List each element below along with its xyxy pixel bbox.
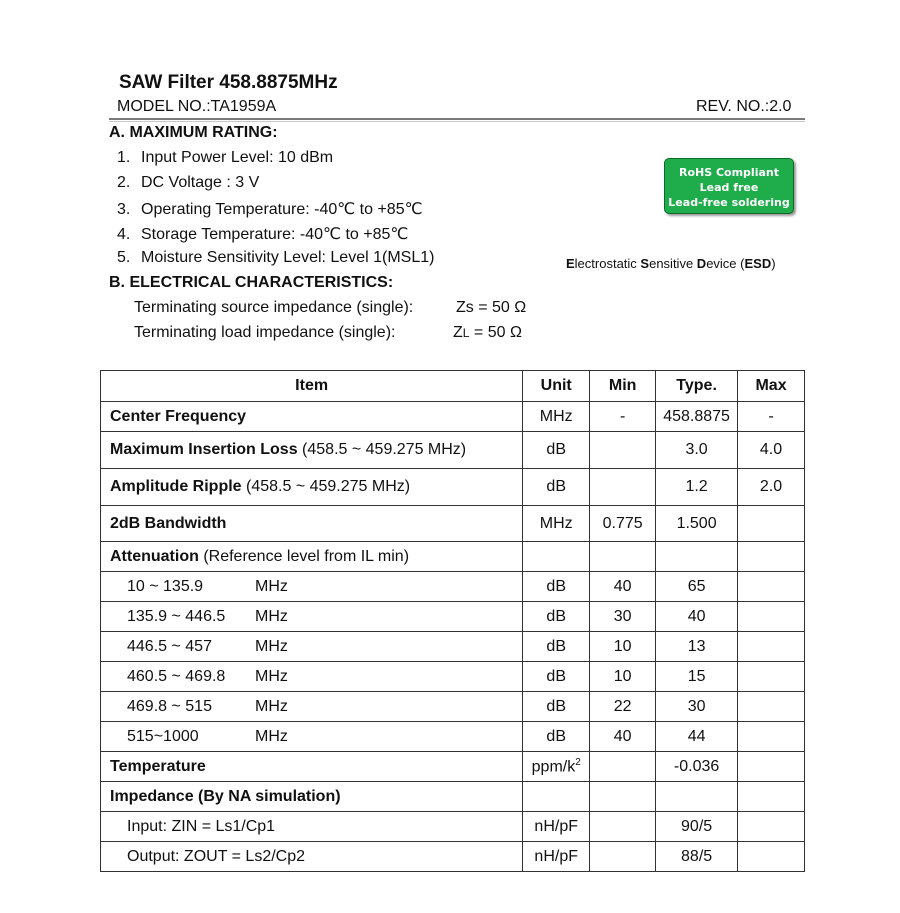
cell-unit-sup: 2 xyxy=(575,756,581,768)
rating-item-number: 2. xyxy=(117,174,131,191)
cell-unit: dB xyxy=(523,602,590,632)
cell-item-rest: (Reference level from IL min) xyxy=(198,547,410,565)
rohs-badge-line: Lead-free soldering xyxy=(668,196,790,209)
header-divider xyxy=(109,118,805,120)
cell-unit: dB xyxy=(523,722,590,752)
table-row xyxy=(101,542,805,572)
cell-unit: dB xyxy=(523,572,590,602)
cell-item: Output: ZOUT = Ls2/Cp2 xyxy=(101,842,523,872)
rating-item-text: DC Voltage : 3 V xyxy=(141,174,260,191)
esd-abbr: ESD xyxy=(744,256,772,271)
header-unit: Unit xyxy=(523,371,590,402)
header-typ: Type. xyxy=(656,371,738,402)
cell-min xyxy=(590,752,656,782)
rating-item xyxy=(117,249,434,267)
cell-item xyxy=(101,692,523,722)
atten-range-unit: MHz xyxy=(255,577,288,595)
cell-max xyxy=(738,692,805,722)
table-header-row xyxy=(101,371,805,402)
cell-unit xyxy=(523,752,590,782)
cell-typ: 3.0 xyxy=(656,432,738,469)
atten-range-unit: MHz xyxy=(255,667,288,685)
cell-item xyxy=(101,432,523,469)
rohs-badge-line: RoHS Compliant xyxy=(678,166,779,179)
atten-range: 10 ~ 135.9 xyxy=(127,577,204,595)
cell-item: Impedance (By NA simulation) xyxy=(101,782,523,812)
cell-item: 2dB Bandwidth xyxy=(101,506,523,542)
source-impedance-value: Zs = 50 Ω xyxy=(456,299,527,316)
spec-table xyxy=(100,370,805,872)
rohs-badge xyxy=(664,158,794,214)
cell-typ: 458.8875 xyxy=(656,402,738,432)
esd-letter: D xyxy=(696,256,707,271)
cell-min: 40 xyxy=(590,722,656,752)
cell-item-bold: Maximum Insertion Loss xyxy=(110,441,298,458)
rating-item xyxy=(117,199,423,219)
esd-text: evice ( xyxy=(706,256,745,271)
cell-item xyxy=(101,722,523,752)
cell-item xyxy=(101,662,523,692)
cell-typ: 30 xyxy=(656,692,738,722)
atten-range: 460.5 ~ 469.8 xyxy=(127,667,226,685)
cell-max xyxy=(738,572,805,602)
cell-max xyxy=(738,722,805,752)
rating-item-text: Storage Temperature: -40℃ to +85℃ xyxy=(141,226,409,243)
cell-unit xyxy=(523,782,590,812)
rating-item-number: 4. xyxy=(117,226,131,243)
cell-item: Center Frequency xyxy=(101,402,523,432)
cell-item xyxy=(101,602,523,632)
cell-min: 40 xyxy=(590,572,656,602)
esd-notice xyxy=(566,256,776,271)
cell-unit-text: ppm/k xyxy=(531,758,576,776)
cell-unit: nH/pF xyxy=(523,812,590,842)
cell-item: Temperature xyxy=(101,752,523,782)
load-sub: L xyxy=(462,326,470,340)
table-row xyxy=(101,632,805,662)
rating-item xyxy=(117,149,333,167)
header-divider-shadow xyxy=(109,121,805,122)
cell-unit: dB xyxy=(523,662,590,692)
cell-max xyxy=(738,632,805,662)
esd-text: ) xyxy=(771,256,776,271)
cell-typ: 90/5 xyxy=(656,812,738,842)
cell-item xyxy=(101,632,523,662)
rating-item-number: 3. xyxy=(117,201,131,218)
cell-min: 10 xyxy=(590,632,656,662)
cell-min xyxy=(590,469,656,506)
cell-min: 22 xyxy=(590,692,656,722)
rating-item-text: Input Power Level: 10 dBm xyxy=(141,149,334,166)
table-row xyxy=(101,662,805,692)
atten-range-unit: MHz xyxy=(255,727,288,745)
cell-unit xyxy=(523,542,590,572)
cell-typ: 65 xyxy=(656,572,738,602)
cell-min xyxy=(590,542,656,572)
cell-max: - xyxy=(738,402,805,432)
cell-item-bold: Amplitude Ripple xyxy=(110,478,242,495)
cell-unit: dB xyxy=(523,432,590,469)
document-title: SAW Filter 458.8875MHz xyxy=(119,72,338,93)
rating-item-number: 1. xyxy=(117,149,131,166)
rating-item-text: Operating Temperature: -40℃ to +85℃ xyxy=(141,201,423,218)
atten-range: 135.9 ~ 446.5 xyxy=(127,607,226,625)
atten-range-unit: MHz xyxy=(255,697,288,715)
esd-letter: E xyxy=(566,256,575,271)
table-row xyxy=(101,842,805,872)
table-row xyxy=(101,722,805,752)
atten-range-unit: MHz xyxy=(255,607,288,625)
cell-typ: 13 xyxy=(656,632,738,662)
cell-typ: 40 xyxy=(656,602,738,632)
cell-typ: -0.036 xyxy=(656,752,738,782)
header-max: Max xyxy=(738,371,805,402)
cell-max xyxy=(738,842,805,872)
atten-range: 469.8 ~ 515 xyxy=(127,697,212,715)
section-a-heading: A. MAXIMUM RATING: xyxy=(109,124,278,141)
cell-unit: MHz xyxy=(523,402,590,432)
esd-text: lectrostatic xyxy=(574,256,641,271)
cell-unit: dB xyxy=(523,632,590,662)
table-row xyxy=(101,602,805,632)
cell-min: 10 xyxy=(590,662,656,692)
table-row xyxy=(101,402,805,432)
atten-range: 515~1000 xyxy=(127,727,199,745)
cell-min xyxy=(590,432,656,469)
load-impedance-value xyxy=(453,324,522,342)
atten-range-unit: MHz xyxy=(255,637,288,655)
cell-unit: dB xyxy=(523,692,590,722)
cell-unit: MHz xyxy=(523,506,590,542)
rating-item xyxy=(117,224,408,244)
revision-number: REV. NO.:2.0 xyxy=(696,98,792,115)
cell-item-rest: (458.5 ~ 459.275 MHz) xyxy=(241,478,411,495)
cell-item-bold: Attenuation xyxy=(110,547,199,565)
table-row xyxy=(101,469,805,506)
table-row xyxy=(101,752,805,782)
cell-unit: nH/pF xyxy=(523,842,590,872)
rating-item xyxy=(117,174,259,192)
cell-typ: 15 xyxy=(656,662,738,692)
esd-text: ensitive xyxy=(649,256,697,271)
source-impedance-label: Terminating source impedance (single): xyxy=(134,299,414,316)
cell-item xyxy=(101,542,523,572)
load-impedance-label: Terminating load impedance (single): xyxy=(134,324,396,341)
cell-max xyxy=(738,662,805,692)
cell-item xyxy=(101,469,523,506)
esd-letter: S xyxy=(640,256,650,271)
load-z: Z xyxy=(453,324,463,341)
cell-typ xyxy=(656,542,738,572)
cell-min xyxy=(590,782,656,812)
cell-min: 0.775 xyxy=(590,506,656,542)
cell-max: 4.0 xyxy=(738,432,805,469)
cell-max xyxy=(738,782,805,812)
cell-typ: 88/5 xyxy=(656,842,738,872)
header-item: Item xyxy=(101,371,523,402)
cell-typ xyxy=(656,782,738,812)
cell-max xyxy=(738,752,805,782)
load-value: = 50 Ω xyxy=(469,324,522,341)
table-row xyxy=(101,572,805,602)
cell-min xyxy=(590,842,656,872)
table-row xyxy=(101,782,805,812)
cell-item: Input: ZIN = Ls1/Cp1 xyxy=(101,812,523,842)
cell-typ: 1.500 xyxy=(656,506,738,542)
cell-max xyxy=(738,506,805,542)
cell-min xyxy=(590,812,656,842)
cell-unit: dB xyxy=(523,469,590,506)
cell-max xyxy=(738,542,805,572)
rating-item-number: 5. xyxy=(117,249,131,266)
atten-range: 446.5 ~ 457 xyxy=(127,637,212,655)
table-row xyxy=(101,432,805,469)
table-row xyxy=(101,692,805,722)
cell-min: 30 xyxy=(590,602,656,632)
cell-min: - xyxy=(590,402,656,432)
rating-item-text: Moisture Sensitivity Level: Level 1(MSL1) xyxy=(141,249,435,266)
cell-max xyxy=(738,602,805,632)
cell-item xyxy=(101,572,523,602)
cell-typ: 44 xyxy=(656,722,738,752)
section-b-heading: B. ELECTRICAL CHARACTERISTICS: xyxy=(109,274,394,291)
table-row xyxy=(101,506,805,542)
cell-typ: 1.2 xyxy=(656,469,738,506)
model-number: MODEL NO.:TA1959A xyxy=(117,98,277,115)
rohs-badge-line: Lead free xyxy=(699,181,759,194)
cell-item-rest: (458.5 ~ 459.275 MHz) xyxy=(297,441,467,458)
header-min: Min xyxy=(590,371,656,402)
table-row xyxy=(101,812,805,842)
cell-max: 2.0 xyxy=(738,469,805,506)
cell-max xyxy=(738,812,805,842)
